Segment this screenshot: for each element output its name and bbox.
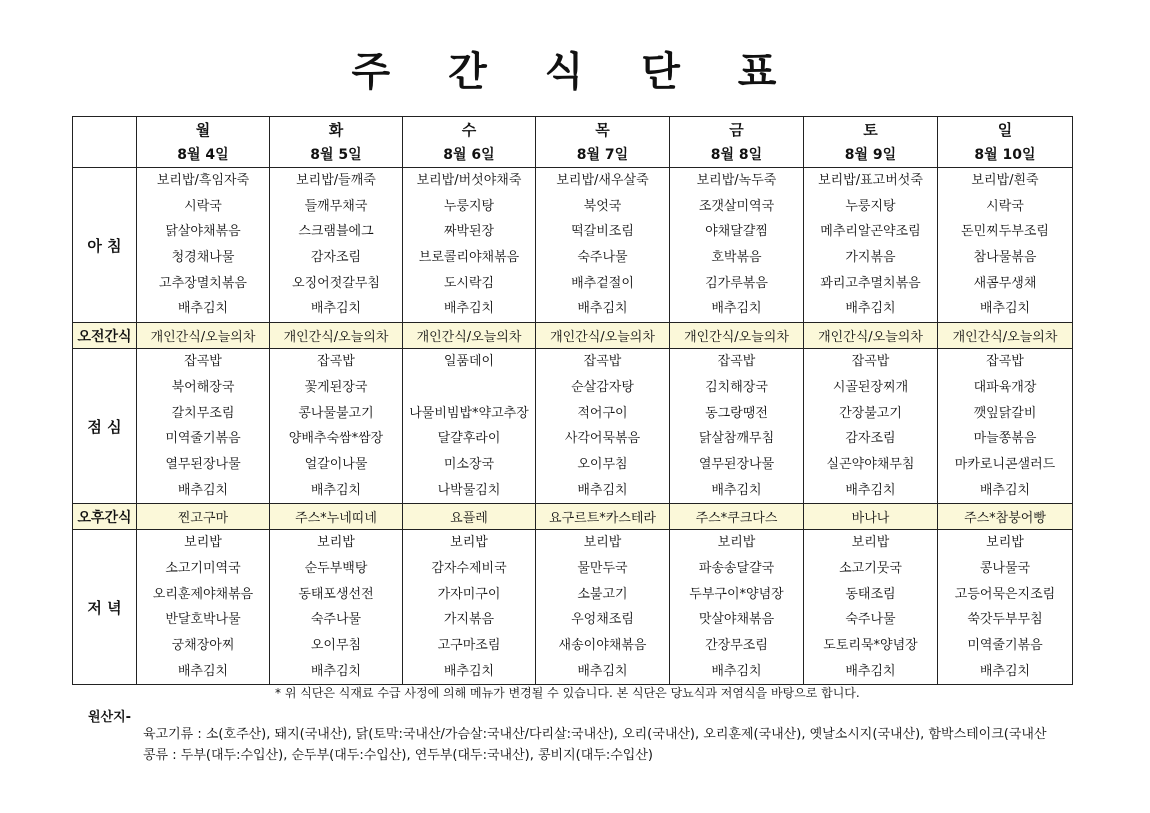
menu-item: 두부구이*양념장 xyxy=(689,586,784,602)
menu-item: 숙주나물 xyxy=(845,612,896,628)
menu-item: 새콤무생채 xyxy=(973,275,1037,291)
menu-item: 실곤약야채무침 xyxy=(826,456,915,472)
breakfast-label: 아 침 xyxy=(73,168,137,323)
menu-item: 나박물김치 xyxy=(437,482,501,498)
menu-item: 누룽지탕 xyxy=(443,198,495,214)
origin-bean-line: 콩류 : 두부(대두:수입산), 순두부(대두:수입산), 연두부(대두:국내산), 콩비지(대두:수입산) xyxy=(143,748,653,763)
day-header: 일 xyxy=(938,117,1073,142)
date-header-row xyxy=(73,141,1073,168)
menu-item: 오이무침 xyxy=(577,456,628,472)
lunch-day-cell xyxy=(938,349,1073,504)
am-snack-row xyxy=(73,323,1073,349)
menu-item: 잡곡밥 xyxy=(184,354,222,370)
date-header: 8월 10일 xyxy=(938,141,1073,168)
menu-item: 동그랑땡전 xyxy=(705,405,768,421)
menu-item: 오이무침 xyxy=(310,638,362,653)
menu-item: 돈민찌두부조림 xyxy=(961,224,1049,240)
menu-item: 나물비빔밥*약고추장 xyxy=(409,405,529,421)
menu-item: 북어해장국 xyxy=(171,379,235,395)
menu-item: 짜박된장 xyxy=(443,224,495,240)
menu-item: 잡곡밥 xyxy=(583,354,622,370)
menu-item: 배추김치 xyxy=(443,301,495,317)
menu-item: 호박볶음 xyxy=(711,250,762,266)
day-header: 금 xyxy=(670,117,804,142)
menu-item: 배추김치 xyxy=(711,301,762,317)
menu-item: 쑥갓두부무침 xyxy=(967,612,1043,628)
weekly-menu-table xyxy=(72,116,1073,685)
dinner-day-cell xyxy=(938,530,1073,685)
menu-item: 배추김치 xyxy=(310,301,362,317)
menu-item: 보리밥/새우살죽 xyxy=(556,173,649,188)
menu-item: 얼갈이나물 xyxy=(304,456,368,472)
menu-item: 미소장국 xyxy=(443,456,495,472)
menu-item: 김치해장국 xyxy=(705,379,768,395)
menu-item: 배추김치 xyxy=(711,663,762,679)
breakfast-day-cell xyxy=(804,168,938,323)
menu-item: 고추장멸치볶음 xyxy=(159,275,247,291)
menu-item: 보리밥 xyxy=(317,535,355,551)
menu-item: 배추김치 xyxy=(177,482,229,498)
origin-label: 원산지- xyxy=(88,710,132,725)
menu-item: 배추김치 xyxy=(443,663,495,679)
menu-item: 배추김치 xyxy=(845,482,896,498)
menu-item: 적어구이 xyxy=(577,405,628,421)
menu-item: 배추김치 xyxy=(845,663,896,679)
menu-item: 감자조림 xyxy=(845,431,896,447)
menu-item: 배추김치 xyxy=(177,663,229,679)
menu-item: 배추김치 xyxy=(577,482,628,498)
breakfast-day-cell xyxy=(270,168,403,323)
menu-item: 깻잎닭갈비 xyxy=(973,405,1037,421)
day-header: 화 xyxy=(270,117,403,142)
menu-item: 동태조림 xyxy=(845,586,896,602)
menu-item: 보리밥 xyxy=(583,535,622,551)
menu-item: 미역줄기볶음 xyxy=(165,431,241,447)
menu-item: 조갯살미역국 xyxy=(698,198,775,214)
menu-item: 보리밥 xyxy=(450,535,488,551)
menu-item: 닭살참깨무침 xyxy=(698,431,775,447)
menu-item: 잡곡밥 xyxy=(717,354,756,370)
menu-item: 시락국 xyxy=(986,198,1024,214)
menu-item: 청경채나물 xyxy=(171,250,235,266)
pm-snack-item: 요구르트*카스테라 xyxy=(536,504,670,530)
menu-item: 도시락김 xyxy=(443,275,495,291)
menu-item: 파송송달걀국 xyxy=(698,560,775,576)
menu-item: 보리밥 xyxy=(717,535,756,551)
menu-item: 마늘쫑볶음 xyxy=(973,431,1037,447)
am-snack-item: 개인간식/오늘의차 xyxy=(804,323,938,349)
pm-snack-item: 주스*쿠크다스 xyxy=(670,504,804,530)
menu-item: 새송이야채볶음 xyxy=(558,638,647,653)
breakfast-day-cell xyxy=(137,168,270,323)
pm-snack-row xyxy=(73,504,1073,530)
menu-item: 배추김치 xyxy=(577,663,628,679)
menu-item: 물만두국 xyxy=(577,560,628,576)
date-header: 8월 7일 xyxy=(536,141,670,168)
menu-item: 보리밥/흑임자죽 xyxy=(156,173,250,188)
lunch-day-cell xyxy=(670,349,804,504)
menu-item: 달걀후라이 xyxy=(437,431,501,447)
day-header: 월 xyxy=(137,117,270,142)
menu-item: 대파육개장 xyxy=(973,379,1037,395)
menu-item: 도토리묵*양념장 xyxy=(823,638,918,653)
menu-item: 고등어묵은지조림 xyxy=(954,586,1056,602)
day-header: 토 xyxy=(804,117,938,142)
menu-item: 맛살야채볶음 xyxy=(698,612,775,628)
menu-item: 꽃게된장국 xyxy=(304,379,368,395)
am-snack-item: 개인간식/오늘의차 xyxy=(536,323,670,349)
menu-item: 사각어묵볶음 xyxy=(564,431,641,447)
menu-item: 잡곡밥 xyxy=(851,354,890,370)
am-snack-item: 개인간식/오늘의차 xyxy=(403,323,536,349)
menu-item: 야채달걀찜 xyxy=(705,224,768,240)
menu-item: 배추김치 xyxy=(979,301,1031,317)
corner-cell xyxy=(73,117,137,168)
lunch-label: 점 심 xyxy=(73,349,137,504)
lunch-row xyxy=(73,349,1073,504)
page-title: 주 간 식 단 표 xyxy=(351,49,799,95)
menu-item: 콩나물국 xyxy=(979,560,1031,576)
menu-item: 떡갈비조림 xyxy=(571,224,634,240)
breakfast-day-cell xyxy=(403,168,536,323)
lunch-day-cell xyxy=(536,349,670,504)
menu-item: 참나물볶음 xyxy=(973,250,1037,266)
breakfast-day-cell xyxy=(536,168,670,323)
day-header: 목 xyxy=(536,117,670,142)
menu-item: 열무된장나물 xyxy=(165,456,241,472)
dinner-day-cell xyxy=(270,530,403,685)
dinner-day-cell xyxy=(536,530,670,685)
menu-item: 배추김치 xyxy=(979,482,1031,498)
day-header: 수 xyxy=(403,117,536,142)
menu-item: 보리밥/흰죽 xyxy=(971,173,1039,188)
dinner-day-cell xyxy=(403,530,536,685)
menu-item: 일품데이 xyxy=(443,354,495,370)
menu-item: 양배추숙쌈*쌈장 xyxy=(288,431,384,447)
menu-item xyxy=(403,375,535,401)
dinner-day-cell xyxy=(137,530,270,685)
am-snack-item: 개인간식/오늘의차 xyxy=(670,323,804,349)
menu-item: 콩나물불고기 xyxy=(298,405,374,421)
lunch-day-cell xyxy=(270,349,403,504)
menu-item: 오리훈제야채볶음 xyxy=(152,586,254,602)
menu-item: 배추김치 xyxy=(177,301,229,317)
menu-item: 열무된장나물 xyxy=(698,456,775,472)
menu-item: 보리밥/녹두죽 xyxy=(696,173,777,188)
menu-item: 간장무조림 xyxy=(705,638,768,653)
pm-snack-label: 오후간식 xyxy=(73,504,137,530)
menu-item: 보리밥/들깨죽 xyxy=(296,173,376,188)
menu-item: 배추김치 xyxy=(711,482,762,498)
menu-item: 순두부백탕 xyxy=(304,560,368,576)
menu-item: 미역줄기볶음 xyxy=(967,638,1043,653)
dinner-day-cell xyxy=(804,530,938,685)
dinner-label: 저 녁 xyxy=(73,530,137,685)
menu-item: 스크램블에그 xyxy=(298,224,374,240)
menu-item: 배추김치 xyxy=(310,482,362,498)
menu-item: 닭살야채볶음 xyxy=(165,224,241,240)
menu-item: 궁채장아찌 xyxy=(171,638,235,653)
am-snack-item: 개인간식/오늘의차 xyxy=(270,323,403,349)
menu-item: 들깨무채국 xyxy=(304,198,368,214)
menu-item: 누룽지탕 xyxy=(845,198,896,214)
menu-item: 감자조림 xyxy=(310,250,362,266)
pm-snack-item: 요플레 xyxy=(403,504,536,530)
menu-item: 감자수제비국 xyxy=(431,560,507,576)
menu-item: 가자미구이 xyxy=(437,586,501,602)
day-header-row xyxy=(73,117,1073,142)
menu-item: 보리밥 xyxy=(184,535,222,551)
am-snack-item: 개인간식/오늘의차 xyxy=(938,323,1073,349)
menu-item: 소고기뭇국 xyxy=(839,560,902,576)
date-header: 8월 8일 xyxy=(670,141,804,168)
pm-snack-item: 주스*참붕어빵 xyxy=(938,504,1073,530)
menu-item: 동태포생선전 xyxy=(298,586,374,602)
menu-item: 보리밥 xyxy=(986,535,1024,551)
am-snack-label: 오전간식 xyxy=(73,323,137,349)
menu-item: 시락국 xyxy=(184,198,222,214)
menu-item: 메추리알곤약조림 xyxy=(820,224,921,240)
breakfast-day-cell xyxy=(670,168,804,323)
menu-item: 배추김치 xyxy=(310,663,362,679)
menu-item: 배추김치 xyxy=(979,663,1031,679)
pm-snack-item: 주스*누네띠네 xyxy=(270,504,403,530)
pm-snack-item: 바나나 xyxy=(804,504,938,530)
menu-item: 반달호박나물 xyxy=(165,612,241,628)
menu-item: 시골된장찌개 xyxy=(832,379,909,395)
menu-item: 보리밥/표고버섯죽 xyxy=(818,173,923,188)
menu-item: 잡곡밥 xyxy=(986,354,1024,370)
menu-item: 숙주나물 xyxy=(577,250,628,266)
menu-item: 배추김치 xyxy=(577,301,628,317)
dinner-day-cell xyxy=(670,530,804,685)
menu-change-note: * 위 식단은 식재료 수급 사정에 의해 메뉴가 변경될 수 있습니다. 본 식단은 당뇨식과 저염식을 바탕으로 합니다. xyxy=(275,686,860,700)
menu-item: 김가루볶음 xyxy=(705,275,768,291)
lunch-day-cell xyxy=(403,349,536,504)
am-snack-item: 개인간식/오늘의차 xyxy=(137,323,270,349)
menu-item: 가지볶음 xyxy=(845,250,896,266)
menu-item: 우엉채조림 xyxy=(571,612,634,628)
menu-item: 소고기미역국 xyxy=(165,560,241,576)
date-header: 8월 9일 xyxy=(804,141,938,168)
menu-item: 꽈리고추멸치볶음 xyxy=(820,275,921,291)
menu-item: 간장불고기 xyxy=(839,405,902,421)
menu-item: 숙주나물 xyxy=(310,612,362,628)
menu-item: 고구마조림 xyxy=(437,638,501,653)
menu-item: 잡곡밥 xyxy=(317,354,355,370)
menu-item: 보리밥/버섯야채죽 xyxy=(416,173,522,188)
date-header: 8월 5일 xyxy=(270,141,403,168)
menu-item: 배추김치 xyxy=(845,301,896,317)
breakfast-row xyxy=(73,168,1073,323)
menu-item: 배추겉절이 xyxy=(571,275,634,291)
breakfast-day-cell xyxy=(938,168,1073,323)
menu-item: 보리밥 xyxy=(851,535,890,551)
lunch-day-cell xyxy=(137,349,270,504)
menu-item: 가지볶음 xyxy=(443,612,495,628)
menu-item: 북엇국 xyxy=(583,198,622,214)
lunch-day-cell xyxy=(804,349,938,504)
pm-snack-item: 찐고구마 xyxy=(137,504,270,530)
date-header: 8월 4일 xyxy=(137,141,270,168)
menu-item: 순살감자탕 xyxy=(571,379,634,395)
origin-meat-line: 육고기류 : 소(호주산), 돼지(국내산), 닭(토막:국내산/가슴살:국내산/다리살:국내산), 오리(국내산), 오리훈제(국내산), 옛날소시지(국내산), 함박스테이크(국내산 xyxy=(143,727,1047,742)
dinner-row xyxy=(73,530,1073,685)
menu-item: 브로콜리야채볶음 xyxy=(418,250,520,266)
menu-item: 갈치무조림 xyxy=(171,405,235,421)
menu-item: 오징어젓갈무침 xyxy=(292,275,380,291)
menu-item: 소불고기 xyxy=(577,586,628,602)
menu-item: 마카로니콘샐러드 xyxy=(954,456,1056,472)
date-header: 8월 6일 xyxy=(403,141,536,168)
